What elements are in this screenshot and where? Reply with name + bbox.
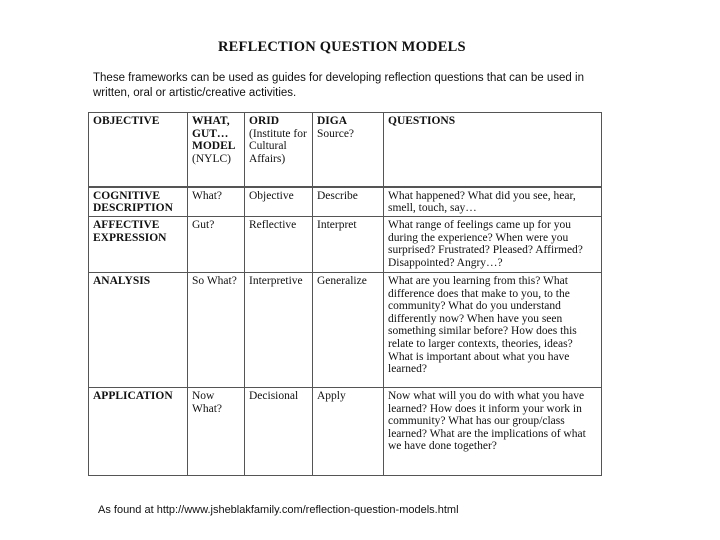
row-diga: Interpret: [313, 217, 384, 273]
table-row: [89, 388, 602, 476]
row-objective: APPLICATION: [89, 388, 188, 476]
row-what-gut: Gut?: [188, 217, 245, 273]
row-orid: Interpretive: [245, 273, 313, 388]
row-diga: Describe: [313, 187, 384, 217]
header-what-gut-model-label: WHAT, GUT… MODEL: [192, 115, 236, 153]
reflection-models-table: [88, 112, 602, 476]
source-caption: As found at http://www.jsheblakfamily.com/reflection-question-models.html: [98, 504, 459, 516]
header-diga-source: Source?: [317, 127, 355, 140]
row-diga: Apply: [313, 388, 384, 476]
row-questions: Now what will you do with what you have learned? How does it inform your work in community? What has our group/class learned? What are the implications of what we have done together?: [384, 388, 602, 476]
row-orid: Decisional: [245, 388, 313, 476]
row-objective: AFFECTIVE EXPRESSION: [89, 217, 188, 273]
header-what-gut-model: [188, 113, 245, 187]
row-diga: Generalize: [313, 273, 384, 388]
header-what-gut-model-source: (NYLC): [192, 152, 231, 165]
header-objective-label: OBJECTIVE: [93, 115, 160, 127]
table-header-row: [89, 113, 602, 187]
header-questions: [384, 113, 602, 187]
header-diga-label: DIGA: [317, 115, 348, 127]
header-questions-label: QUESTIONS: [388, 115, 456, 127]
document-title: REFLECTION QUESTION MODELS: [218, 39, 466, 55]
intro-paragraph: These frameworks can be used as guides for developing reflection questions that can be used in written, oral or artistic/creative activities.: [93, 72, 584, 99]
row-orid: Objective: [245, 187, 313, 217]
table-row: [89, 273, 602, 388]
row-objective: COGNITIVE DESCRIPTION: [89, 187, 188, 217]
row-questions: What happened? What did you see, hear, smell, touch, say…: [384, 187, 602, 217]
header-orid-label: ORID: [249, 115, 280, 127]
row-questions: What are you learning from this? What difference does that make to you, to the community? What do you understand differently now? When have you seen something similar before? How does this relate to larger contexts, theories, ideas? What is important about what you have learned?: [384, 273, 602, 388]
row-orid: Reflective: [245, 217, 313, 273]
row-what-gut: What?: [188, 187, 245, 217]
table-row: [89, 187, 602, 217]
row-objective: ANALYSIS: [89, 273, 188, 388]
table-row: [89, 217, 602, 273]
row-what-gut: So What?: [188, 273, 245, 388]
row-what-gut: Now What?: [188, 388, 245, 476]
header-diga: [313, 113, 384, 187]
header-objective: [89, 113, 188, 187]
header-orid: [245, 113, 313, 187]
row-questions: What range of feelings came up for you during the experience? When were you surprised? Frustrated? Pleased? Affirmed? Disappointed? Angry…?: [384, 217, 602, 273]
header-orid-source: (Institute for Cultural Affairs): [249, 127, 307, 165]
